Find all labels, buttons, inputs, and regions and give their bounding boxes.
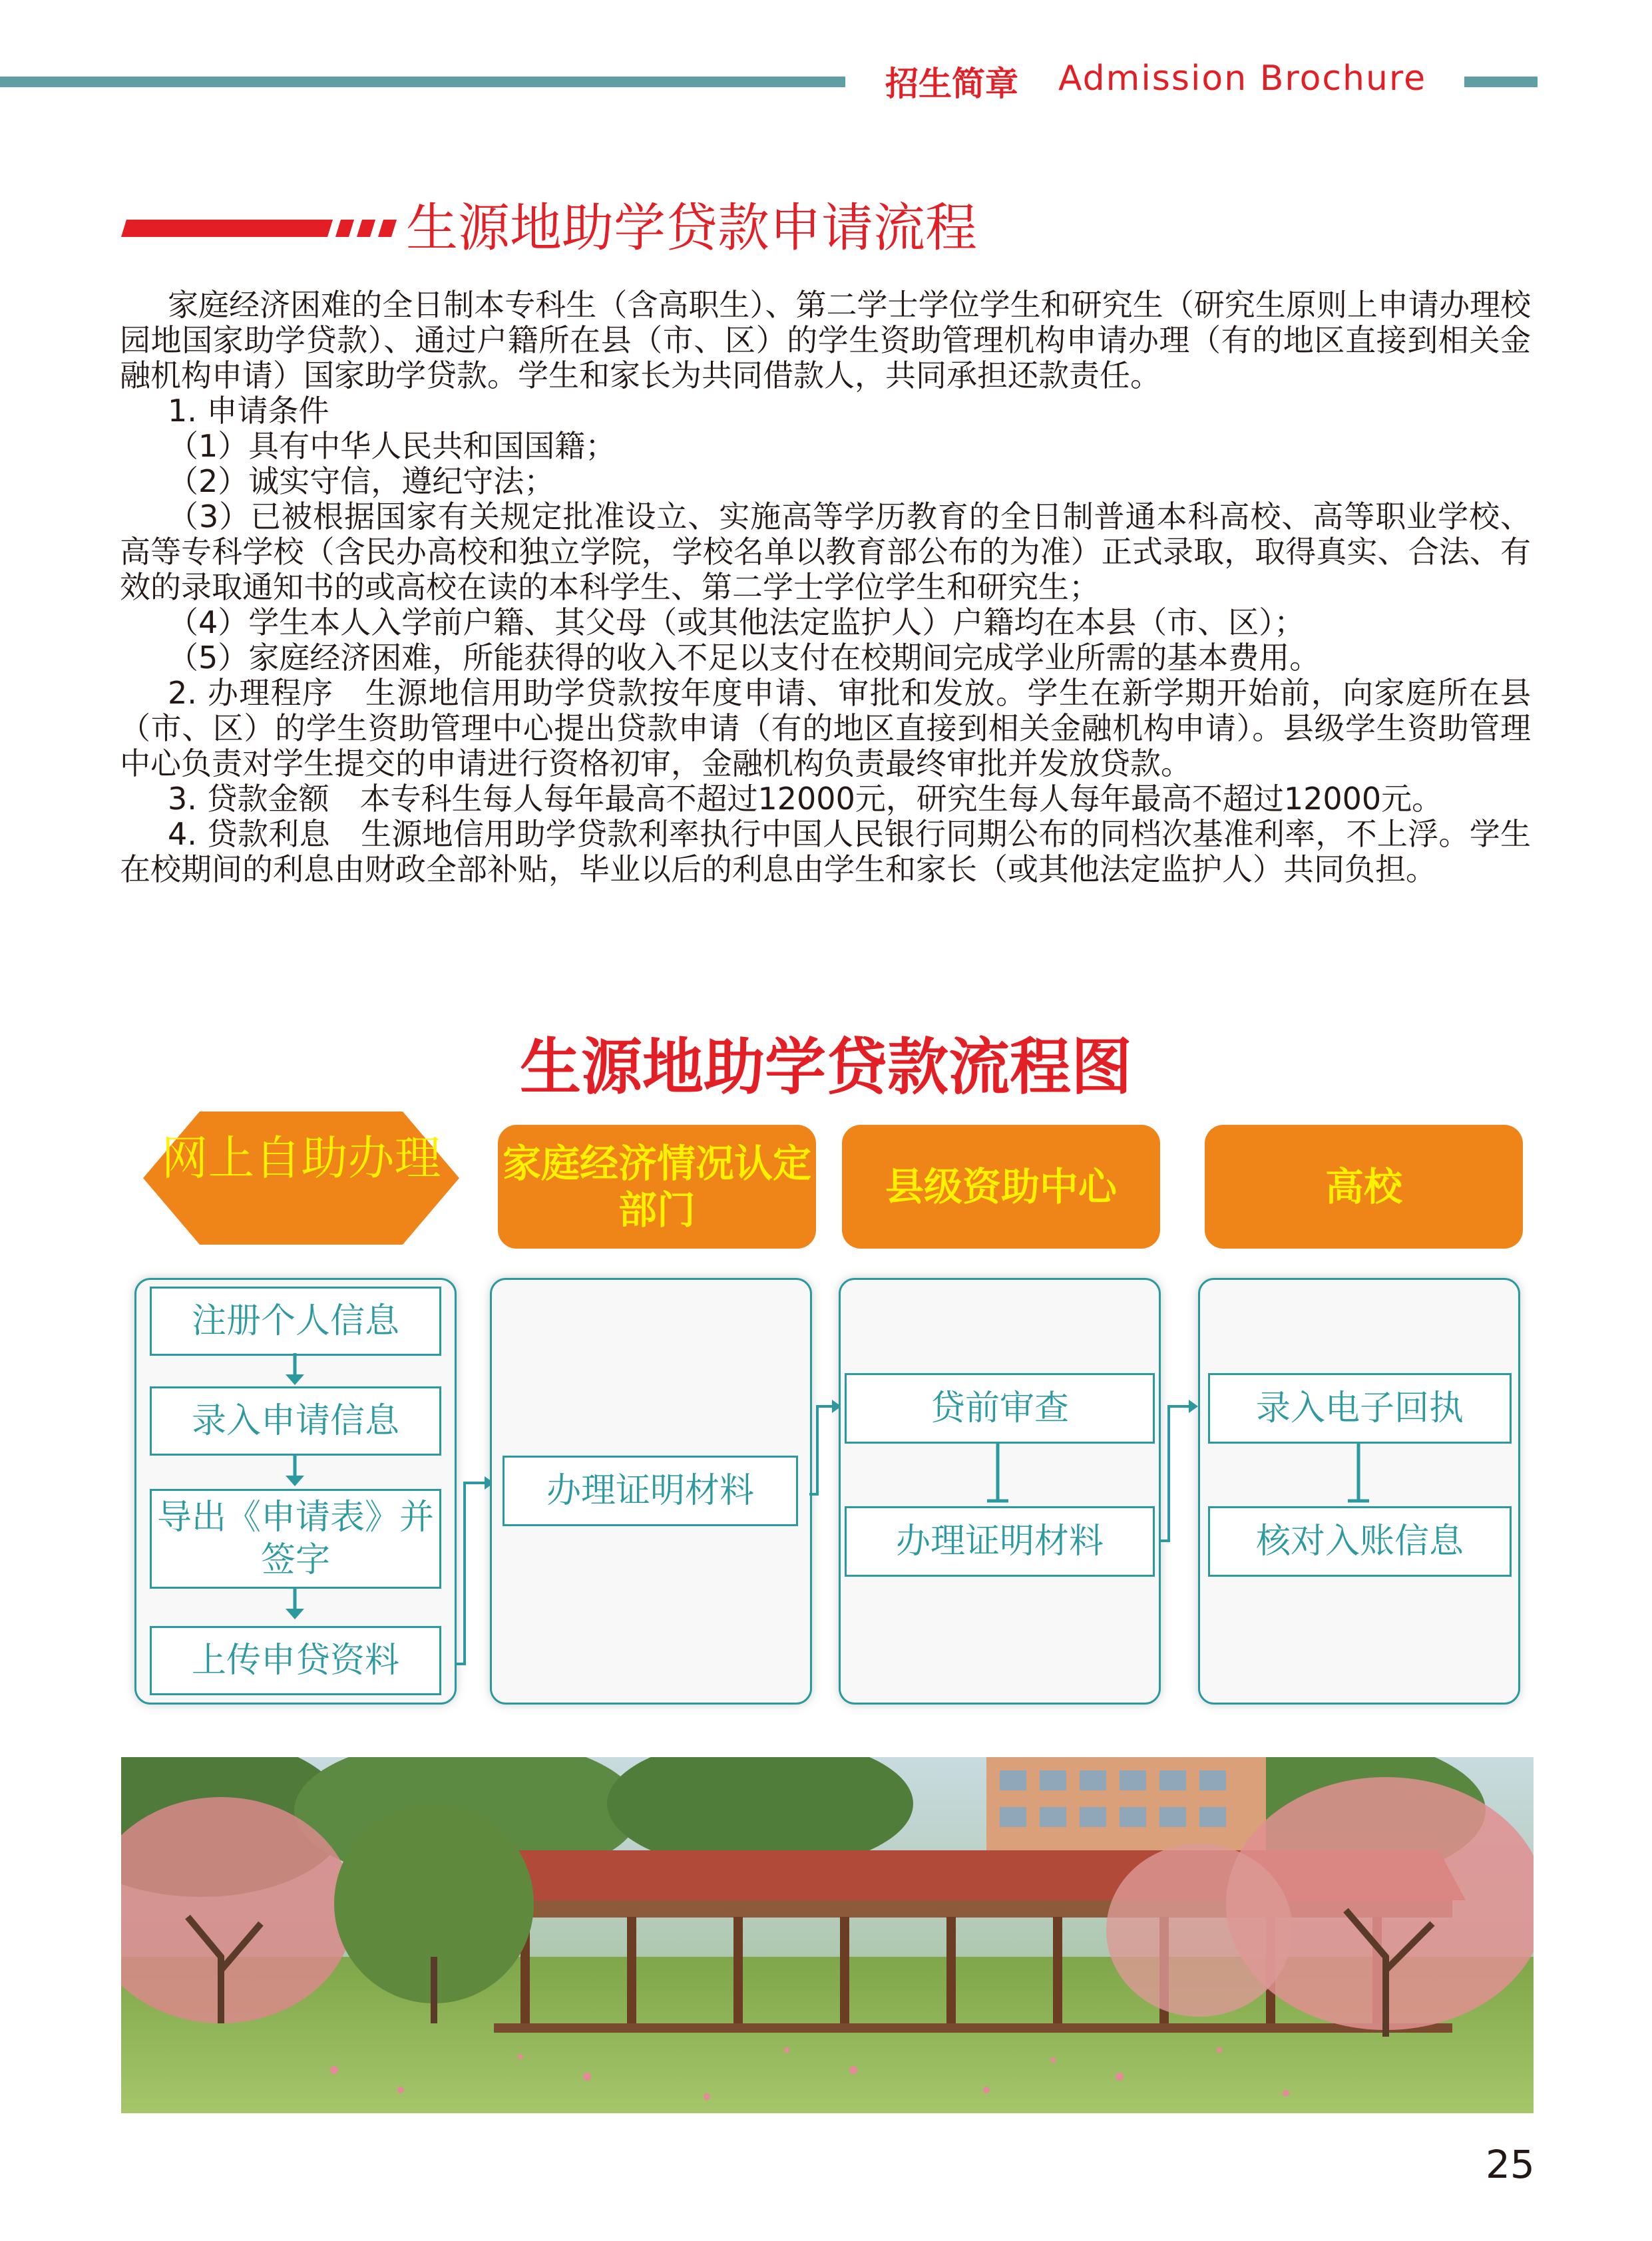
brochure-title-zh: 招生简章 — [885, 65, 1018, 103]
connector-arrow-icon — [1159, 1394, 1199, 1547]
col4-header: 高校 — [1205, 1125, 1523, 1249]
col2-panel — [490, 1278, 812, 1705]
condition-2: （2）诚实守信，遵纪守法； — [168, 463, 555, 499]
arrow-down-icon — [282, 1353, 308, 1386]
header-rule-right — [1464, 77, 1538, 87]
procedure-paragraph: 2. 办理程序 生源地信用助学贷款按年度申请、审批和发放。学生在新学期开始前，向家庭所在县（市、区）的学生资助管理中心提出贷款申请（有的地区直接到相关金融机构申请）。县级学生资助管理中心负责对学生提交的申请进行资格初审，金融机构负责最终审批并发放贷款。 — [120, 675, 1531, 781]
connector-arrow-icon — [809, 1394, 843, 1501]
arrow-down-icon — [1345, 1444, 1372, 1504]
flowchart-title: 生源地助学贷款流程图 — [519, 1032, 1132, 1103]
brochure-title-en: Admission Brochure — [1058, 59, 1427, 99]
step-verify-account: 核对入账信息 — [1208, 1506, 1512, 1577]
col4-panel — [1198, 1278, 1520, 1705]
step-register-info: 注册个人信息 — [150, 1287, 441, 1356]
step-proof-materials: 办理证明材料 — [503, 1456, 798, 1526]
arrow-down-icon — [282, 1454, 308, 1488]
campus-photo — [121, 1757, 1534, 2113]
header-rule-left — [0, 77, 845, 87]
step-enter-application: 录入申请信息 — [150, 1386, 441, 1456]
col1-panel — [134, 1278, 457, 1705]
amount-paragraph: 3. 贷款金额 本专科生每人每年最高不超过12000元，研究生每人每年最高不超过12000元。 — [168, 781, 1443, 817]
condition-5: （5）家庭经济困难，所能获得的收入不足以支付在校期间完成学业所需的基本费用。 — [168, 640, 1321, 676]
condition-3: （3）已被根据国家有关规定批准设立、实施高等学历教育的全日制普通本科高校、高等职业学校、高等专科学校（含民办高校和独立学院，学校名单以教育部公布的为准）正式录取，取得真实、合法、有效的录取通知书的或高校在读的本科学生、第二学士学位学生和研究生； — [120, 499, 1531, 605]
col1-header: 网上自助办理 — [161, 1131, 441, 1185]
col2-header: 家庭经济情况认定部门 — [498, 1125, 816, 1249]
conditions-heading: 1. 申请条件 — [168, 393, 329, 429]
step-export-form: 导出《申请表》并签字 — [150, 1489, 441, 1589]
condition-4: （4）学生本人入学前户籍、其父母（或其他法定监护人）户籍均在本县（市、区）； — [168, 604, 1305, 640]
section-heading-bar-icon — [121, 220, 401, 237]
step-e-receipt: 录入电子回执 — [1208, 1373, 1512, 1444]
section-title: 生源地助学贷款申请流程 — [406, 198, 978, 258]
connector-arrow-icon — [455, 1471, 495, 1671]
arrow-down-icon — [984, 1444, 1011, 1504]
interest-paragraph: 4. 贷款利息 生源地信用助学贷款利率执行中国人民银行同期公布的同档次基准利率，不上浮。学生在校期间的利息由财政全部补贴，毕业以后的利息由学生和家长（或其他法定监护人）共同负担。 — [120, 816, 1531, 887]
body-text — [120, 288, 1531, 887]
step-proof-materials-2: 办理证明材料 — [845, 1506, 1155, 1577]
page-number: 25 — [1486, 2142, 1535, 2187]
condition-1: （1）具有中华人民共和国国籍； — [168, 428, 616, 464]
col3-header: 县级资助中心 — [842, 1125, 1160, 1249]
step-pre-loan-review: 贷前审查 — [845, 1373, 1155, 1444]
step-upload-materials: 上传申贷资料 — [150, 1626, 441, 1695]
col3-panel — [839, 1278, 1161, 1705]
intro-paragraph: 家庭经济困难的全日制本专科生（含高职生）、第二学士学位学生和研究生（研究生原则上申请办理校园地国家助学贷款）、通过户籍所在县（市、区）的学生资助管理机构申请办理（有的地区直接到相关金融机构申请）国家助学贷款。学生和家长为共同借款人，共同承担还款责任。 — [120, 287, 1531, 393]
arrow-down-icon — [282, 1587, 308, 1621]
